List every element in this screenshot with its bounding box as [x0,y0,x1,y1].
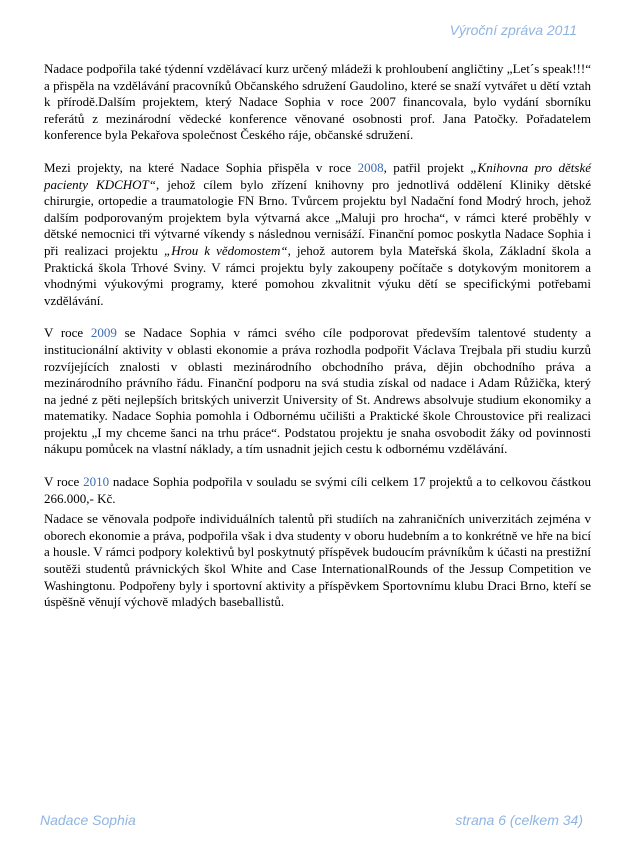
paragraph-2007: Nadace podpořila také týdenní vzdělávací kurz určený mládeži k prohloubení angličtiny „Let´s speak!!!“ a přispěla na vzdělávání pracovníků Občanského sdružení Gaudolino, které se snaží vytvářet u dětí vztah k přírodě.Dalším projektem, který Nadace Sophia v roce 2007 financovala, bylo vydání sborníku referátů z mezinárodní vědecké konference věnované osobnosti prof. Jana Patočky. Pořadatelem konference byla Pekařova společnost Českého ráje, občanské sdružení. [44,61,591,143]
project-hrou: „Hrou k vědomostem“ [164,242,288,258]
footer-organization: Nadace Sophia [40,812,136,828]
document-body [44,61,591,611]
project-knihovna: „Knihovna pro dětské pacienty KDCHOT“ [44,159,592,192]
paragraph-2009: V roce 2009 se Nadace Sophia v rámci svého cíle podporovat především talentové studenty a institucionální aktivity v oblasti ekonomie a práva rozhodla podpořit Václava Trejbala při studiu kurzů rozvíjejících znalosti v oblasti mezinárodního obchodního práva, dějin obchodního práva a mezinárodního právního řádu. Finanční podporu na svá studia získal od nadace i Adam Růžička, který na jedné z pěti nejlepších britských univerzit University of St. Andrews absolvuje studium ekonomiky a matematiky. Nadace Sophia pomohla i Odbornému učilišti a Praktické škole Chroustovice při realizaci projektu „I my chceme šanci na trhu práce“. Podstatou projektu je snaha osvobodit žáky od povinnosti nákupu pomůcek na vlastní náklady, a tím usnadnit jejich cestu k odbornému vzdělávání. [44,325,591,457]
paragraph-2008: Mezi projekty, na které Nadace Sophia přispěla v roce 2008, patřil projekt „Knihovna pro dětské pacienty KDCHOT“, jehož cílem bylo zřízení knihovny pro jednotlivá oddělení Kliniky dětské chirurgie, ortopedie a traumatologie FN Brno. Tvůrcem projektu byl Nadační fond Modrý hroch, jehož dalším podporovaným projektem byla výtvarná akce „Maluji pro hrocha“, v rámci které proběhly v dětské nemocnici tři výtvarné víkendy s následnou vernisáží. Finanční pomoc poskytla Nadace Sophia i při realizaci projektu „Hrou k vědomostem“, jehož autorem byla Mateřská škola, Základní škola a Praktická škola Trhové Sviny. V rámci projektu byly zakoupeny počítače s dotykovým monitorem a vhodnými výukovými programy, které pomohou zkvalitnit výuku dětí se specifickými potřebami vzdělávání. [44,159,592,308]
page-header-title: Výroční zpráva 2011 [449,22,577,38]
paragraph-2010: V roce 2010 nadace Sophia podpořila v souladu se svými cíli celkem 17 projektů a to celkovou částkou 266.000,- Kč. [44,474,591,506]
year-2008: 2008 [357,159,384,175]
year-2010: 2010 [83,474,110,490]
footer-page-number: strana 6 (celkem 34) [455,812,583,828]
year-2009: 2009 [90,325,117,341]
paragraph-talents: Nadace se věnovala podpoře individuálních talentů při studiích na zahraničních univerzitách zejména v oborech ekonomie a práva, podpořila však i dva studenty v oboru hudebním a to konkrétně ve hře na bicí a housle. V rámci podpory kolektivů byl poskytnutý příspěvek budoucím právníkům k účasti na prestižní soutěži studentů právnických škol White and Case InternationalRounds of the Jessup Competition ve Washingtonu. Podpořeny byly i sportovní aktivity a příspěvkem Sportovnímu klubu Draci Brno, kteří se úspěšně věnují výchově mladých baseballistů. [44,511,591,610]
